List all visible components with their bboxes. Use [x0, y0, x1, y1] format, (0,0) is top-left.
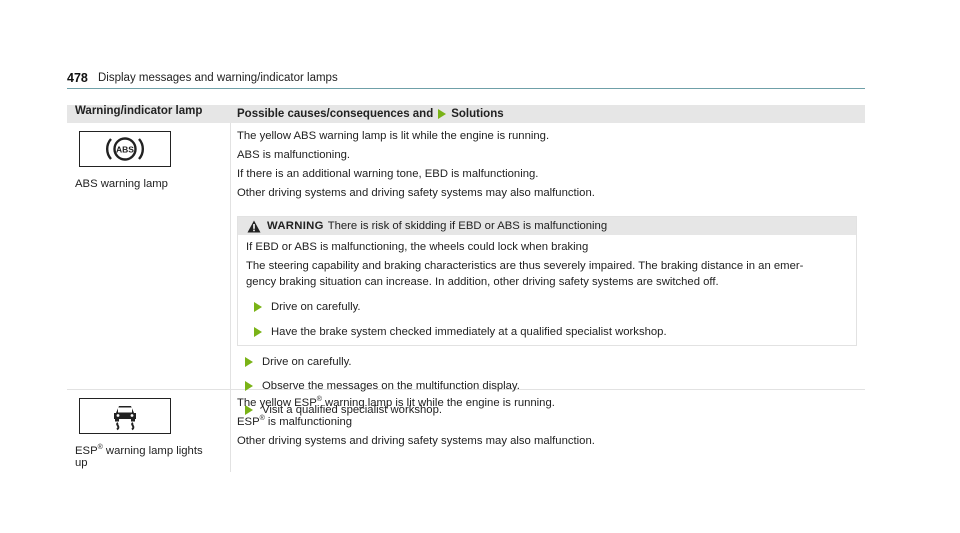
paragraph: The yellow ABS warning lamp is lit while the engine is running. [237, 130, 550, 142]
caption-text: up [75, 457, 88, 469]
abs-icon-text: ABS [116, 144, 134, 155]
warning-title: WARNING [267, 220, 324, 232]
caption-text: warning lamp lights [102, 445, 203, 457]
list-item [254, 324, 848, 340]
warning-paragraph: If EBD or ABS is malfunctioning, the wheels could lock when braking [246, 241, 589, 253]
paragraph-text: warning lamp is lit while the engine is running. [321, 397, 555, 409]
lamp-cell [67, 123, 231, 389]
list-item [254, 299, 848, 315]
registered-mark: ® [97, 444, 103, 452]
column-header-lamp: Warning/indicator lamp [75, 105, 203, 117]
paragraph [237, 395, 865, 411]
warning-box [237, 216, 857, 346]
registered-mark: ® [259, 415, 265, 423]
page-title: Display messages and warning/indicator lamps [98, 72, 338, 84]
paragraph: ABS is malfunctioning. [237, 149, 351, 161]
paragraph: If there is an additional warning tone, EBD is malfunctioning. [237, 168, 539, 180]
step-text: Observe the messages on the multifunction display. [262, 380, 520, 392]
step-text: Drive on carefully. [271, 301, 361, 313]
column-header-solutions-label: Solutions [451, 108, 504, 120]
caption-text: ESP [75, 445, 98, 457]
arrow-right-icon [254, 302, 262, 312]
step-text: Have the brake system checked immediately at a qualified specialist workshop. [271, 326, 667, 338]
paragraph-text: The yellow ESP [237, 397, 317, 409]
table-row [67, 390, 865, 472]
warning-heading: There is risk of skidding if EBD or ABS is malfunctioning [327, 220, 608, 232]
warning-header [238, 217, 856, 235]
causes-cell [231, 390, 865, 472]
warning-steps [246, 299, 848, 340]
abs-warning-icon [79, 131, 171, 167]
paragraph: Other driving systems and driving safety systems may also malfunction. [237, 435, 595, 447]
step-text: Drive on carefully. [262, 356, 352, 368]
paragraph-text: ESP [237, 416, 260, 428]
lamp-caption [75, 445, 225, 469]
lamp-table [67, 105, 865, 472]
lamp-cell [67, 390, 231, 472]
step-text: Visit a qualified specialist workshop. [262, 404, 443, 416]
arrow-right-icon [245, 357, 253, 367]
column-header-causes [231, 108, 865, 120]
warning-paragraph: gency braking situation can increase. In addition, other driving safety systems are switched off. [246, 276, 719, 288]
table-header [67, 105, 865, 123]
column-header-causes-label: Possible causes/consequences and [237, 108, 434, 120]
warning-triangle-icon [247, 220, 261, 233]
paragraph [237, 414, 865, 430]
arrow-right-icon [438, 109, 446, 119]
page-header [67, 70, 865, 89]
paragraph: Other driving systems and driving safety systems may also malfunction. [237, 187, 595, 199]
warning-paragraph: The steering capability and braking characteristics are thus severely impaired. The braking distance in an emer- [246, 260, 804, 272]
list-item [245, 354, 865, 370]
esp-warning-icon [79, 398, 171, 434]
registered-mark: ® [316, 396, 322, 404]
warning-body [238, 235, 856, 345]
paragraph-text: is malfunctioning [264, 416, 353, 428]
page-number: 478 [67, 71, 88, 85]
lamp-caption: ABS warning lamp [75, 178, 168, 190]
arrow-right-icon [254, 327, 262, 337]
